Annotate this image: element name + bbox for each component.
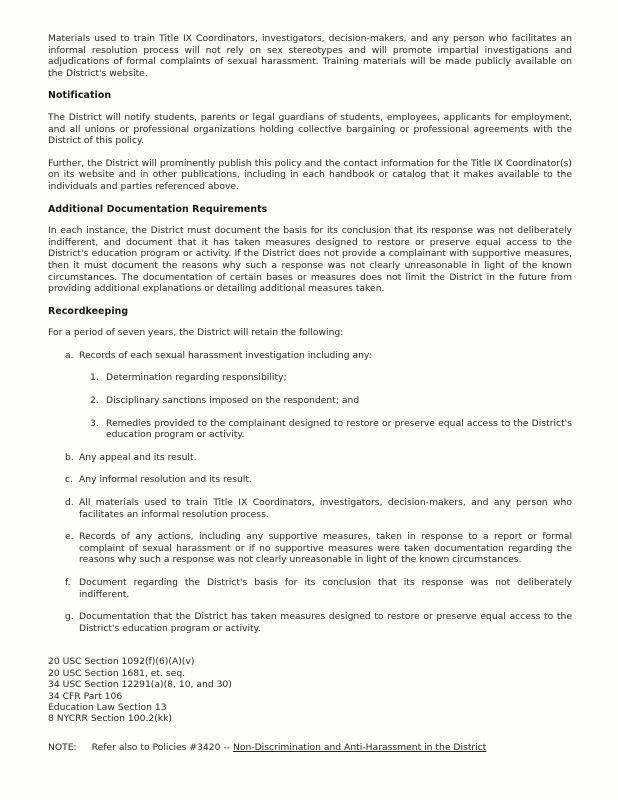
note-line xyxy=(48,742,572,754)
list-item-g xyxy=(48,611,572,634)
list-subitem-3 xyxy=(48,418,572,441)
list-marker: e. xyxy=(65,531,74,543)
list-marker: a. xyxy=(65,349,74,361)
list-item-e xyxy=(48,531,572,566)
paragraph-documentation-basis: In each instance, the District must document the basis for its conclusion that its response was not deliberately indifferent, and document that it has taken measures designed to restore or preserve equal access to the District's education program or activity. If the District does not provide a complainant with supportive measures, then it must document the reasons why such a response was not clearly unreasonable in light of the known circumstances. The documentation of certain bases or measures does not limit the District in the future from providing additional explanations or detailing additional measures taken. xyxy=(48,225,572,295)
list-marker: b. xyxy=(65,451,74,463)
heading-recordkeeping: Recordkeeping xyxy=(48,305,129,317)
list-subitem-1 xyxy=(48,372,572,384)
list-item-text: Determination regarding responsibility; xyxy=(106,372,287,384)
list-subitem-2 xyxy=(48,395,572,407)
note-text: Refer also to Policies #3420 -- xyxy=(91,741,233,753)
paragraph-notify-individuals: The District will notify students, parents or legal guardians of students, employees, applicants for employment, and all unions or professional organizations holding collective bargaining or professional agreements with the District of this policy. xyxy=(48,111,572,147)
list-item-c xyxy=(48,474,572,486)
citation-line: 20 USC Section 1681, et. seq. xyxy=(48,667,186,679)
list-marker: 2. xyxy=(90,395,99,407)
list-item-text: Any appeal and its result. xyxy=(79,451,197,463)
list-marker: 1. xyxy=(90,372,99,384)
list-marker: g. xyxy=(65,611,74,623)
list-marker: 3. xyxy=(90,417,99,429)
list-item-a xyxy=(48,350,572,362)
list-item-text: Documentation that the District has taken measures designed to restore or preserve equal access to the District's education program or activity. xyxy=(79,611,572,634)
list-item-f xyxy=(48,577,572,600)
list-item-text: Records of each sexual harassment investigation including any: xyxy=(79,349,372,361)
list-item-d xyxy=(48,497,572,520)
list-item-text: Any informal resolution and its result. xyxy=(79,474,252,486)
citation-line: Education Law Section 13 xyxy=(48,702,167,713)
policy-3420-link[interactable]: Non-Discrimination and Anti-Harassment in the District xyxy=(232,741,487,753)
list-item-text: Disciplinary sanctions imposed on the respondent; and xyxy=(106,395,360,407)
paragraph-publish-policy: Further, the District will prominently publish this policy and the contact information for the Title IX Coordinator(s) on its website and in other publications, including in each handbook or catalog that it makes available to the individuals and parties referenced above. xyxy=(48,157,572,192)
paragraph-retention-period: For a period of seven years, the District will retain the following: xyxy=(48,327,344,339)
paragraph-training-materials: Materials used to train Title IX Coordinators, investigators, decision-makers, and any person who facilitates an informal resolution process will not rely on sex stereotypes and will promote impartial investigations and adjudications of formal complaints of sexual harassment. Training materials will be made publicly available on the District's website. xyxy=(48,33,572,79)
note-label: NOTE: xyxy=(48,741,77,753)
list-marker: d. xyxy=(65,497,74,509)
list-marker: f. xyxy=(65,577,71,588)
list-item-text: Remedies provided to the complainant designed to restore or preserve equal access to the District's education program or activity. xyxy=(106,417,572,441)
list-item-text: Records of any actions, including any supportive measures, taken in response to a report or formal complaint of sexual harassment or if no supportive measures were taken documentation regarding the reasons why such a response was not clearly unreasonable in light of the known circumstances. xyxy=(79,531,572,566)
recordkeeping-list xyxy=(48,350,572,635)
citation-line: 20 USC Section 1092(f)(6)(A)(v) xyxy=(48,656,195,668)
heading-notification: Notification xyxy=(48,90,112,102)
list-item-b xyxy=(48,452,572,464)
list-item-text: All materials used to train Title IX Coordinators, investigators, decision-makers, and any person who facilitates an informal resolution process. xyxy=(79,497,572,520)
legal-citations xyxy=(48,656,572,724)
citation-line: 8 NYCRR Section 100.2(kk) xyxy=(48,713,173,725)
citation-line: 34 USC Section 12291(a)(8, 10, and 30) xyxy=(48,679,232,691)
list-marker: c. xyxy=(65,474,73,486)
heading-additional-documentation-requirements: Additional Documentation Requirements xyxy=(48,203,268,215)
list-item-text: Document regarding the District's basis for its conclusion that its response was not deliberately indifferent. xyxy=(79,577,572,600)
citation-line: 34 CFR Part 106 xyxy=(48,690,123,702)
